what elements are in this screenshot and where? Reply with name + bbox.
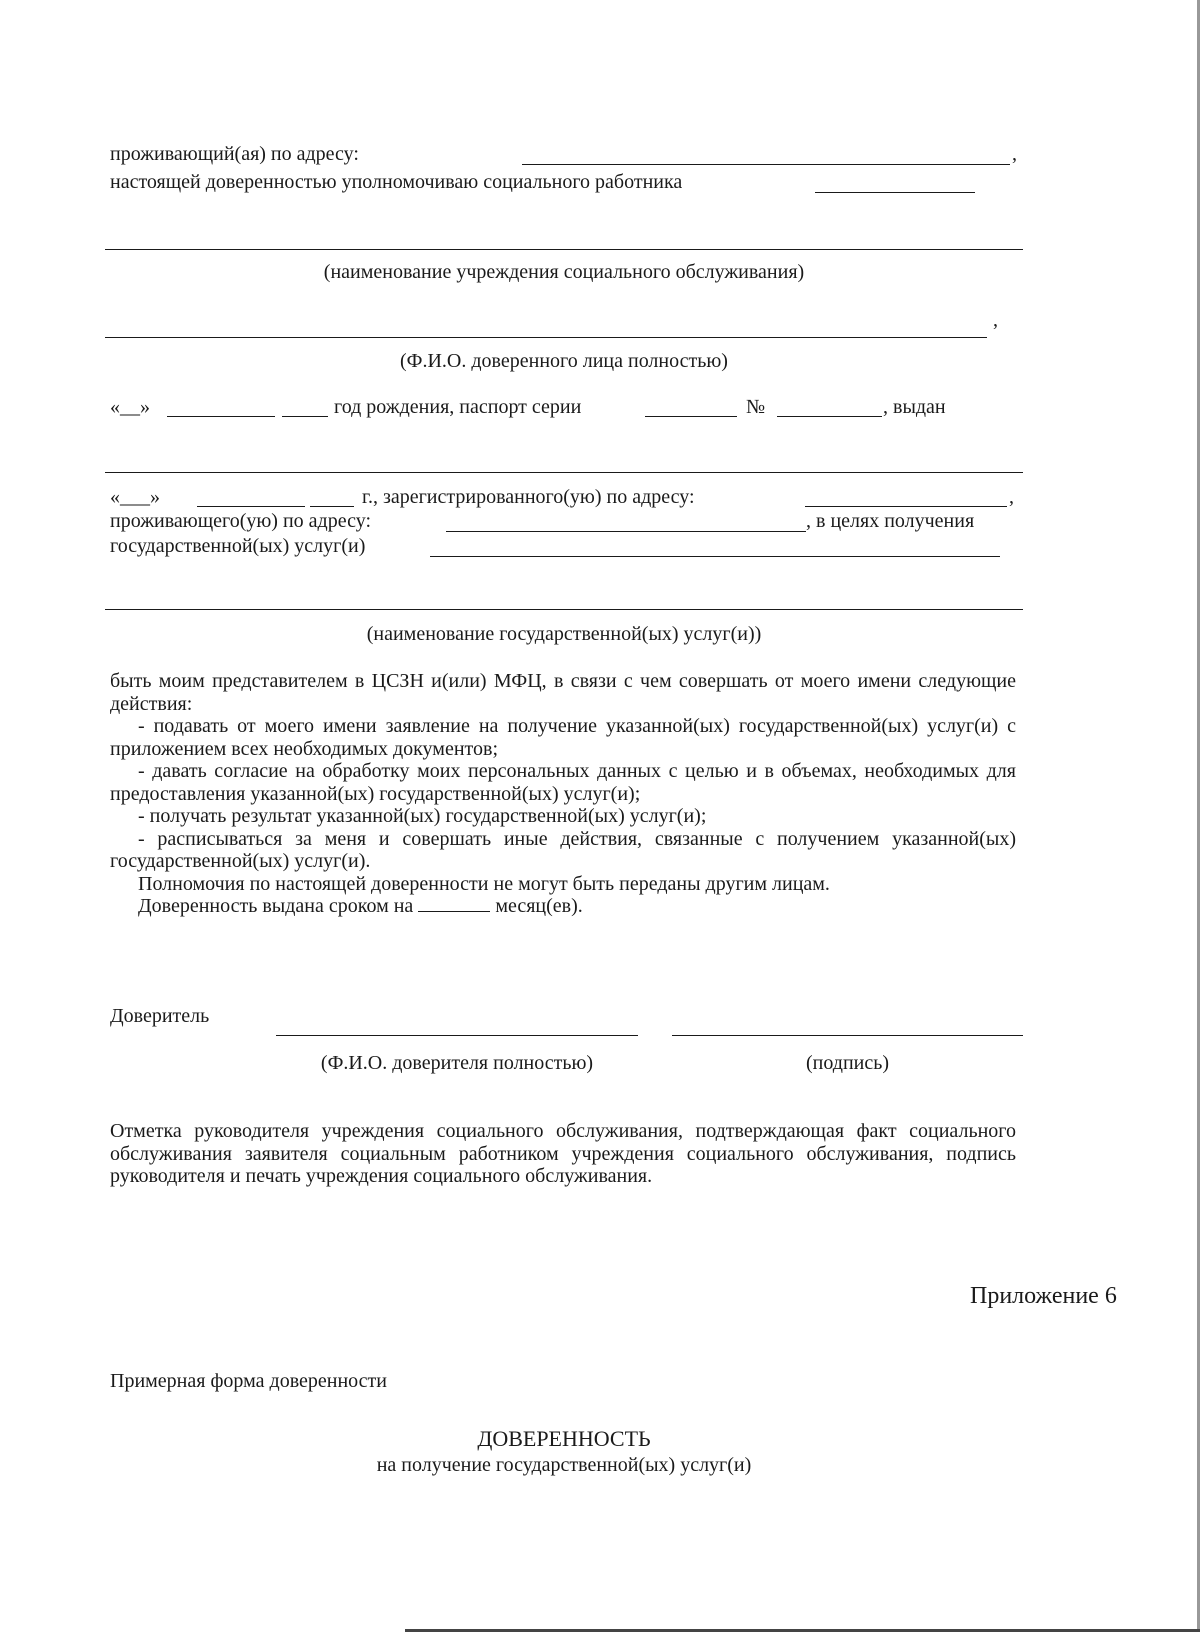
address-comma: , [1012,143,1017,165]
issued-text: , выдан [883,396,946,418]
services-text: государственной(ых) услуг(и) [110,535,366,557]
institution-line [105,249,1023,250]
goal-text: , в целях получения [806,510,975,532]
service-caption: (наименование государственной(ых) услуг(и)) [366,623,762,645]
document-subtitle: на получение государственной(ых) услуг(и) [376,1454,752,1476]
reg-text: г., зарегистрированного(ую) по адресу: [362,486,695,508]
address-label: проживающий(ая) по адресу: [110,143,359,165]
term-text: Доверенность выдана сроком на [138,895,414,917]
service-line [105,609,1023,610]
signature-caption: (подпись) [805,1052,890,1074]
birth-month-blank [167,416,275,417]
fio-line [105,337,987,338]
reg-day-quote: «___» [110,486,160,508]
principal-label: Доверитель [110,1005,210,1027]
body-p5: - расписываться за меня и совершать иные действия, связанные с получением указанной(ых) государственной(ых) услуг(и). [110,827,1016,872]
passport-number-blank [777,416,882,417]
head-note: Отметка руководителя учреждения социального обслуживания, подтверждающая факт социального обслуживания заявителя социальным работником учреждения социального обслуживания, подпись руководителя и печать учреждения социального обслуживания. [110,1120,1016,1187]
social-worker-blank [815,192,975,193]
term-blank [418,897,490,912]
body-p2: - подавать от моего имени заявление на получение указанной(ых) государственной(ых) услуг(и) с приложением всех необходимых документов; [110,715,1016,760]
reg-comma: , [1009,486,1014,508]
body-p7 [110,895,1016,918]
live-address-blank [446,531,806,532]
annex-label: Приложение 6 [970,1283,1117,1309]
birth-year-blank [282,416,328,417]
fio-comma: , [993,309,998,331]
authorize-text: настоящей доверенностью уполномочиваю социального работника [110,171,683,193]
body-text [110,670,1016,918]
document-title: ДОВЕРЕННОСТЬ [477,1426,651,1451]
address-blank [522,164,1010,165]
fio-caption: (Ф.И.О. доверенного лица полностью) [400,350,728,372]
body-p6: Полномочия по настоящей доверенности не могут быть переданы другим лицам. [138,872,830,895]
body-p1: быть моим представителем в ЦСЗН и(или) МФЦ, в связи с чем совершать от моего имени следующие действия: [110,670,1016,715]
term-unit: месяц(ев). [495,895,583,917]
issued-by-line [105,472,1023,473]
principal-signature-line [672,1035,1023,1036]
birth-day-quote: «__» [110,396,150,418]
reg-year-blank [310,506,354,507]
principal-fio-line [276,1035,638,1036]
sample-form-label: Примерная форма доверенности [110,1370,387,1392]
number-sign: № [746,396,766,418]
body-p3: - давать согласие на обработку моих персональных данных с целью и в объемах, необходимых для предоставления указанной(ых) государственной(ых) услуг(и); [110,760,1016,805]
body-p4: - получать результат указанной(ых) государственной(ых) услуг(и); [138,805,707,827]
institution-caption: (наименование учреждения социального обслуживания) [323,261,805,283]
live-text: проживающего(ую) по адресу: [110,510,372,532]
birth-text: год рождения, паспорт серии [334,396,582,418]
services-blank [430,556,1000,557]
reg-month-blank [197,506,305,507]
passport-series-blank [645,416,737,417]
reg-address-blank [805,506,1007,507]
principal-fio-caption: (Ф.И.О. доверителя полностью) [320,1052,594,1074]
